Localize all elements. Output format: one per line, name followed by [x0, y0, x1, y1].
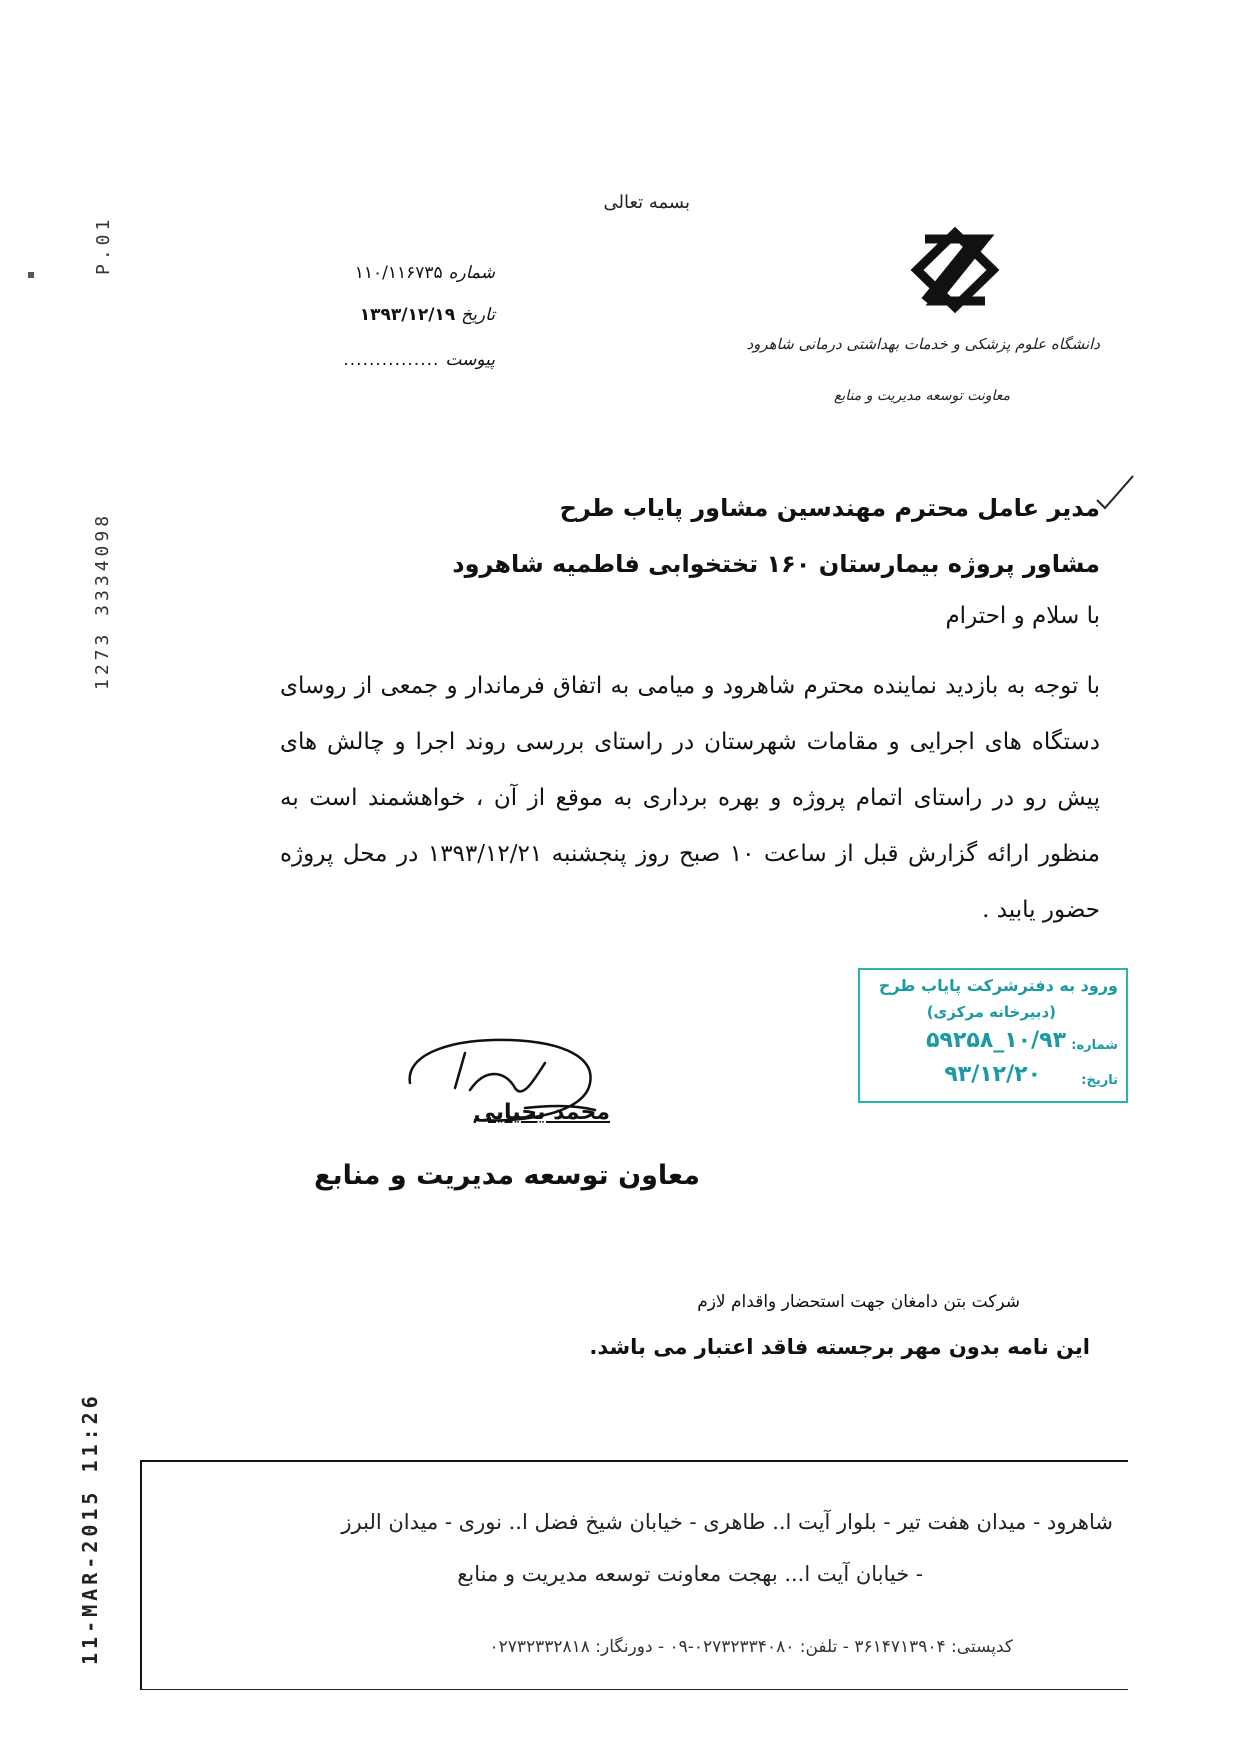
stamp-number-value: ۱۰/۹۳_۵۹۲۵۸ — [926, 1028, 1066, 1053]
signatory-name: محمد یحیایی — [473, 1100, 610, 1125]
letter-number-value: ۱۱۰/۱۱۶۷۳۵ — [354, 263, 443, 283]
signatory-title: معاون توسعه مدیریت و منابع — [314, 1160, 700, 1191]
letter-attachment-value: ............... — [343, 350, 440, 370]
letter-body: با توجه به بازدید نماینده محترم شاهرود و میامی به اتفاق فرماندار و جمعی از روسای دستگاه های اجرایی و مقامات شهرستان در راستای بررسی روند اجرا و چالش های پیش رو در راستای اتمام پروژه و بهره برداری به موقع از آن ، خواهشمند است به منظور ارائه گزارش قبل از ساعت ۱۰ صبح روز پنجشنبه ۱۳۹۳/۱۲/۲۱ در محل پروژه حضور یابید . — [280, 673, 1100, 923]
fax-mark — [28, 272, 34, 278]
addressee-line-1: مدیر عامل محترم مهندسین مشاور پایاب طرح — [559, 494, 1100, 522]
footer-address-line-2: - خیابان آیت ا... بهجت معاونت توسعه مدیریت و منابع — [457, 1562, 923, 1586]
checkmark — [1095, 472, 1135, 512]
stamp-number-label: شماره: — [1071, 1038, 1118, 1053]
greeting: با سلام و احترام — [945, 603, 1100, 629]
letter-number-label: شماره — [448, 263, 495, 283]
university-logo — [905, 225, 1005, 315]
cc-note: شرکت بتن دامغان جهت استحضار واقدام لازم — [697, 1292, 1020, 1312]
validity-note: این نامه بدون مهر برجسته فاقد اعتبار می باشد. — [589, 1335, 1090, 1359]
received-stamp — [858, 968, 1128, 1103]
stamp-subtitle: (دبیرخانه مرکزی) — [926, 1003, 1056, 1021]
letter-number — [290, 258, 495, 288]
fax-page-number: P.01 — [93, 215, 114, 275]
bismillah: بسمه تعالی — [603, 192, 690, 213]
fax-number: 1273 3334098 — [92, 511, 113, 690]
letter-attachment — [290, 345, 495, 375]
stamp-date-value: ۹۳/۱۲/۲۰ — [944, 1062, 1041, 1087]
stamp-date-label: تاریخ: — [1081, 1073, 1118, 1088]
addressee-line-2: مشاور پروژه بیمارستان ۱۶۰ تختخوابی فاطمیه شاهرود — [452, 550, 1100, 578]
footer-contact-info: کدپستی: ۳۶۱۴۷۱۳۹۰۴ - تلفن: ۰۲۷۳۲۳۳۴۰۸۰-۰۹ - دورنگار: ۰۲۷۳۲۳۳۲۸۱۸ — [489, 1637, 1013, 1657]
letter-attachment-label: پیوست — [445, 350, 495, 370]
letter-date — [290, 300, 495, 330]
footer-address-box — [140, 1460, 1128, 1690]
fax-timestamp: 11-MAR-2015 11:26 — [78, 1392, 102, 1665]
organization-name: دانشگاه علوم پزشکی و خدمات بهداشتی درمانی شاهرود — [746, 335, 1100, 353]
department-name: معاونت توسعه مدیریت و منابع — [833, 388, 1010, 404]
letter-date-value: ۱۳۹۳/۱۲/۱۹ — [359, 305, 456, 325]
stamp-title: ورود به دفترشرکت پایاب طرح — [878, 976, 1118, 995]
footer-address-line-1: شاهرود - میدان هفت تیر - بلوار آیت ا.. طاهری - خیابان شیخ فضل ا.. نوری - میدان البرز — [341, 1510, 1113, 1534]
letter-date-label: تاریخ — [461, 305, 495, 325]
